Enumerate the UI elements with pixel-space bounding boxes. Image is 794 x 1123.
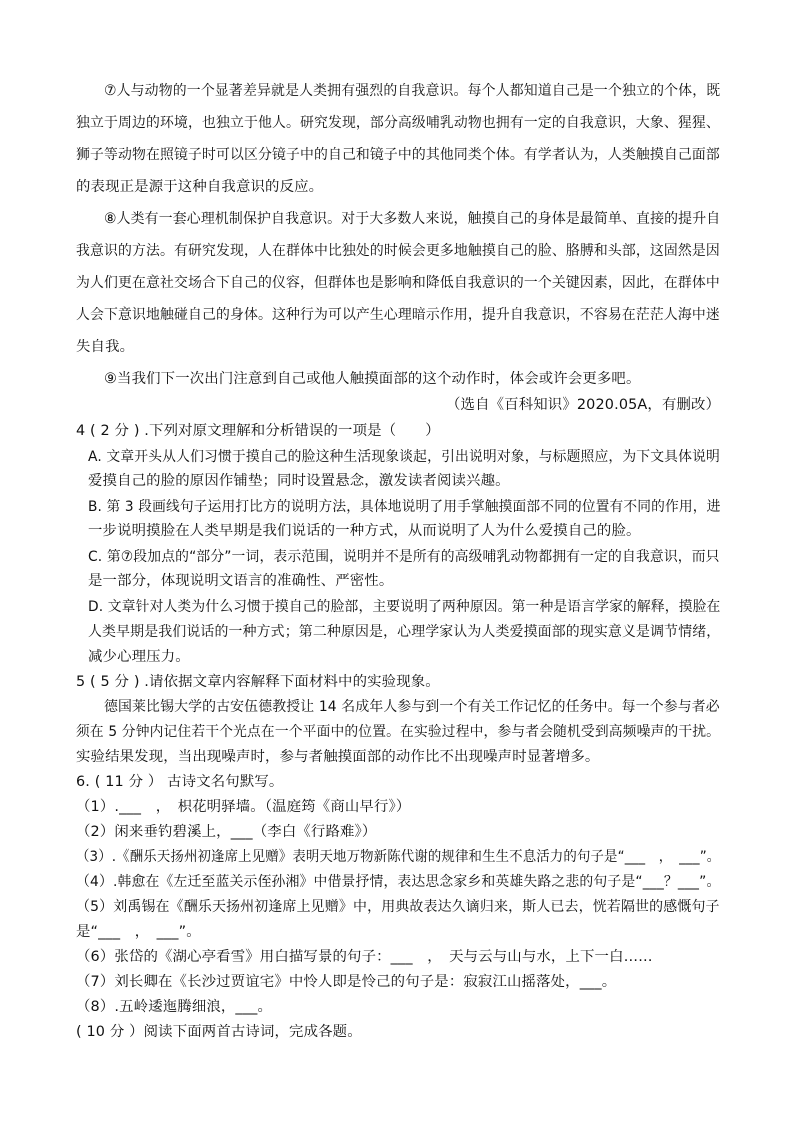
paragraph-7-line-4: 的表现正是源于这种自我意识的反应。 bbox=[76, 179, 324, 195]
paragraph-8-line-2: 我意识的方法。有研究发现，人在群体中比独处的时候会更多地触摸自己的脸、胳膊和头部，这固然是因 bbox=[76, 243, 720, 259]
question-4-stem: 4 ( 2 分 ) .下列对原文理解和分析错误的一项是（ ） bbox=[76, 423, 440, 439]
question-5-stem: 5 ( 5 分 ) .请依据文章内容解释下面材料中的实验现象。 bbox=[76, 674, 440, 690]
option-c-line-2: 是一部分，体现说明文语言的准确性、严密性。 bbox=[88, 573, 394, 589]
question-6-stem: 6. ( 11 分 ） 古诗文名句默写。 bbox=[76, 774, 284, 790]
option-a-line-1: A. 文章开头从人们习惯于摸自己的脸这种生活现象谈起，引出说明对象，与标题照应，为下文具体说明 bbox=[88, 449, 720, 465]
recitation-item-1: （1）.___ ， 枳花明驿墙。（温庭筠《商山早行》） bbox=[76, 799, 411, 815]
paragraph-8-line-5: 失自我。 bbox=[76, 339, 135, 355]
material-line-1: 德国莱比锡大学的古安伍德教授让 14 名成年人参与到一个有关工作记忆的任务中。每一个参与者必 bbox=[104, 699, 720, 715]
option-d-line-3: 减少心理压力。 bbox=[88, 649, 190, 665]
recitation-item-5-line-1: （5）刘禹锡在《酬乐天扬州初逢席上见赠》中，用典故表达久谪归来，斯人已去，恍若隔世的感慨句子 bbox=[76, 899, 720, 915]
paragraph-8-line-1: ⑧人类有一套心理机制保护自我意识。对于大多数人来说，触摸自己的身体是最简单、直接的提升自 bbox=[104, 211, 721, 227]
material-line-3: 实验结果发现，当出现噪声时，参与者触摸面部的动作比不出现噪声时显著增多。 bbox=[76, 749, 600, 765]
recitation-item-6: （6）张岱的《湖心亭看雪》用白描写景的句子：___ ， 天与云与山与水，上下一白…… bbox=[76, 949, 653, 965]
paragraph-7-line-3: 狮子等动物在照镜子时可以区分镜子中的自己和镜子中的其他同类个体。有学者认为，人类触摸自己面部 bbox=[76, 147, 720, 163]
option-d-line-1: D. 文章针对人类为什么习惯于摸自己的脸部，主要说明了两种原因。第一种是语言学家的解释，摸脸在 bbox=[88, 599, 721, 615]
paragraph-8-line-3: 为人们更在意社交场合下自己的仪容，但群体也是影响和降低自我意识的一个关键因素，因此，在群体中 bbox=[76, 275, 720, 291]
option-a-line-2: 爱摸自己的脸的原因作铺垫；同时设置悬念，激发读者阅读兴趣。 bbox=[88, 473, 510, 489]
paragraph-8-line-4: 人会下意识地触碰自己的身体。这种行为可以产生心理暗示作用，提升自我意识，不容易在茫茫人海中迷 bbox=[76, 307, 720, 323]
question-poetry-stem: ( 10 分 ）阅读下面两首古诗词，完成各题。 bbox=[76, 1024, 362, 1040]
recitation-item-5-line-2: 是“___ ， ___”。 bbox=[76, 924, 201, 940]
recitation-item-2: （2）闲来垂钓碧溪上，___（李白《行路难》） bbox=[76, 824, 377, 840]
option-c-line-1: C. 第⑦段加点的“部分”一词，表示范围，说明并不是所有的高级哺乳动物都拥有一定的自我意识，而只 bbox=[88, 549, 720, 565]
paragraph-9: ⑨当我们下一次出门注意到自己或他人触摸面部的这个动作时，体会或许会更多吧。 bbox=[104, 371, 641, 387]
paragraph-7-line-2: 独立于周边的环境，也独立于他人。研究发现，部分高级哺乳动物也拥有一定的自我意识，大象、猩猩、 bbox=[76, 115, 720, 131]
recitation-item-3: （3）.《酬乐天扬州初逢席上见赠》表明天地万物新陈代谢的规律和生生不息活力的句子是“___ ， ___”。 bbox=[76, 849, 721, 865]
recitation-item-8: （8）.五岭逶迤腾细浪，___。 bbox=[76, 999, 273, 1015]
option-d-line-2: 人类早期是我们说话的一种方式；第二种原因是，心理学家认为人类爱摸面部的现实意义是调节情绪， bbox=[88, 624, 721, 640]
option-b-line-2: 一步说明摸脸在人类早期是我们说话的一种方式，从而说明了人为什么爱摸自己的脸。 bbox=[88, 523, 641, 539]
material-line-2: 须在 5 分钟内记住若干个光点在一个平面中的位置。在实验过程中，参与者会随机受到高频噪声的干扰。 bbox=[76, 724, 721, 740]
recitation-item-7: （7）刘长卿在《长沙过贾谊宅》中怜人即是怜己的句子是：寂寂江山摇落处，___。 bbox=[76, 974, 617, 990]
source-citation: （选自《百科知识》2020.05A，有删改） bbox=[446, 397, 721, 413]
paragraph-7-line-1: ⑦人与动物的一个显著差异就是人类拥有强烈的自我意识。每个人都知道自己是一个独立的个体，既 bbox=[104, 83, 721, 99]
option-b-line-1: B. 第 3 段画线句子运用打比方的说明方法，具体地说明了用手掌触摸面部不同的位置有不同的作用，进 bbox=[88, 499, 721, 515]
recitation-item-4: （4）.韩愈在《左迁至蓝关示侄孙湘》中借景抒情，表达思念家乡和英雄失路之悲的句子是“___？___”。 bbox=[76, 874, 721, 890]
